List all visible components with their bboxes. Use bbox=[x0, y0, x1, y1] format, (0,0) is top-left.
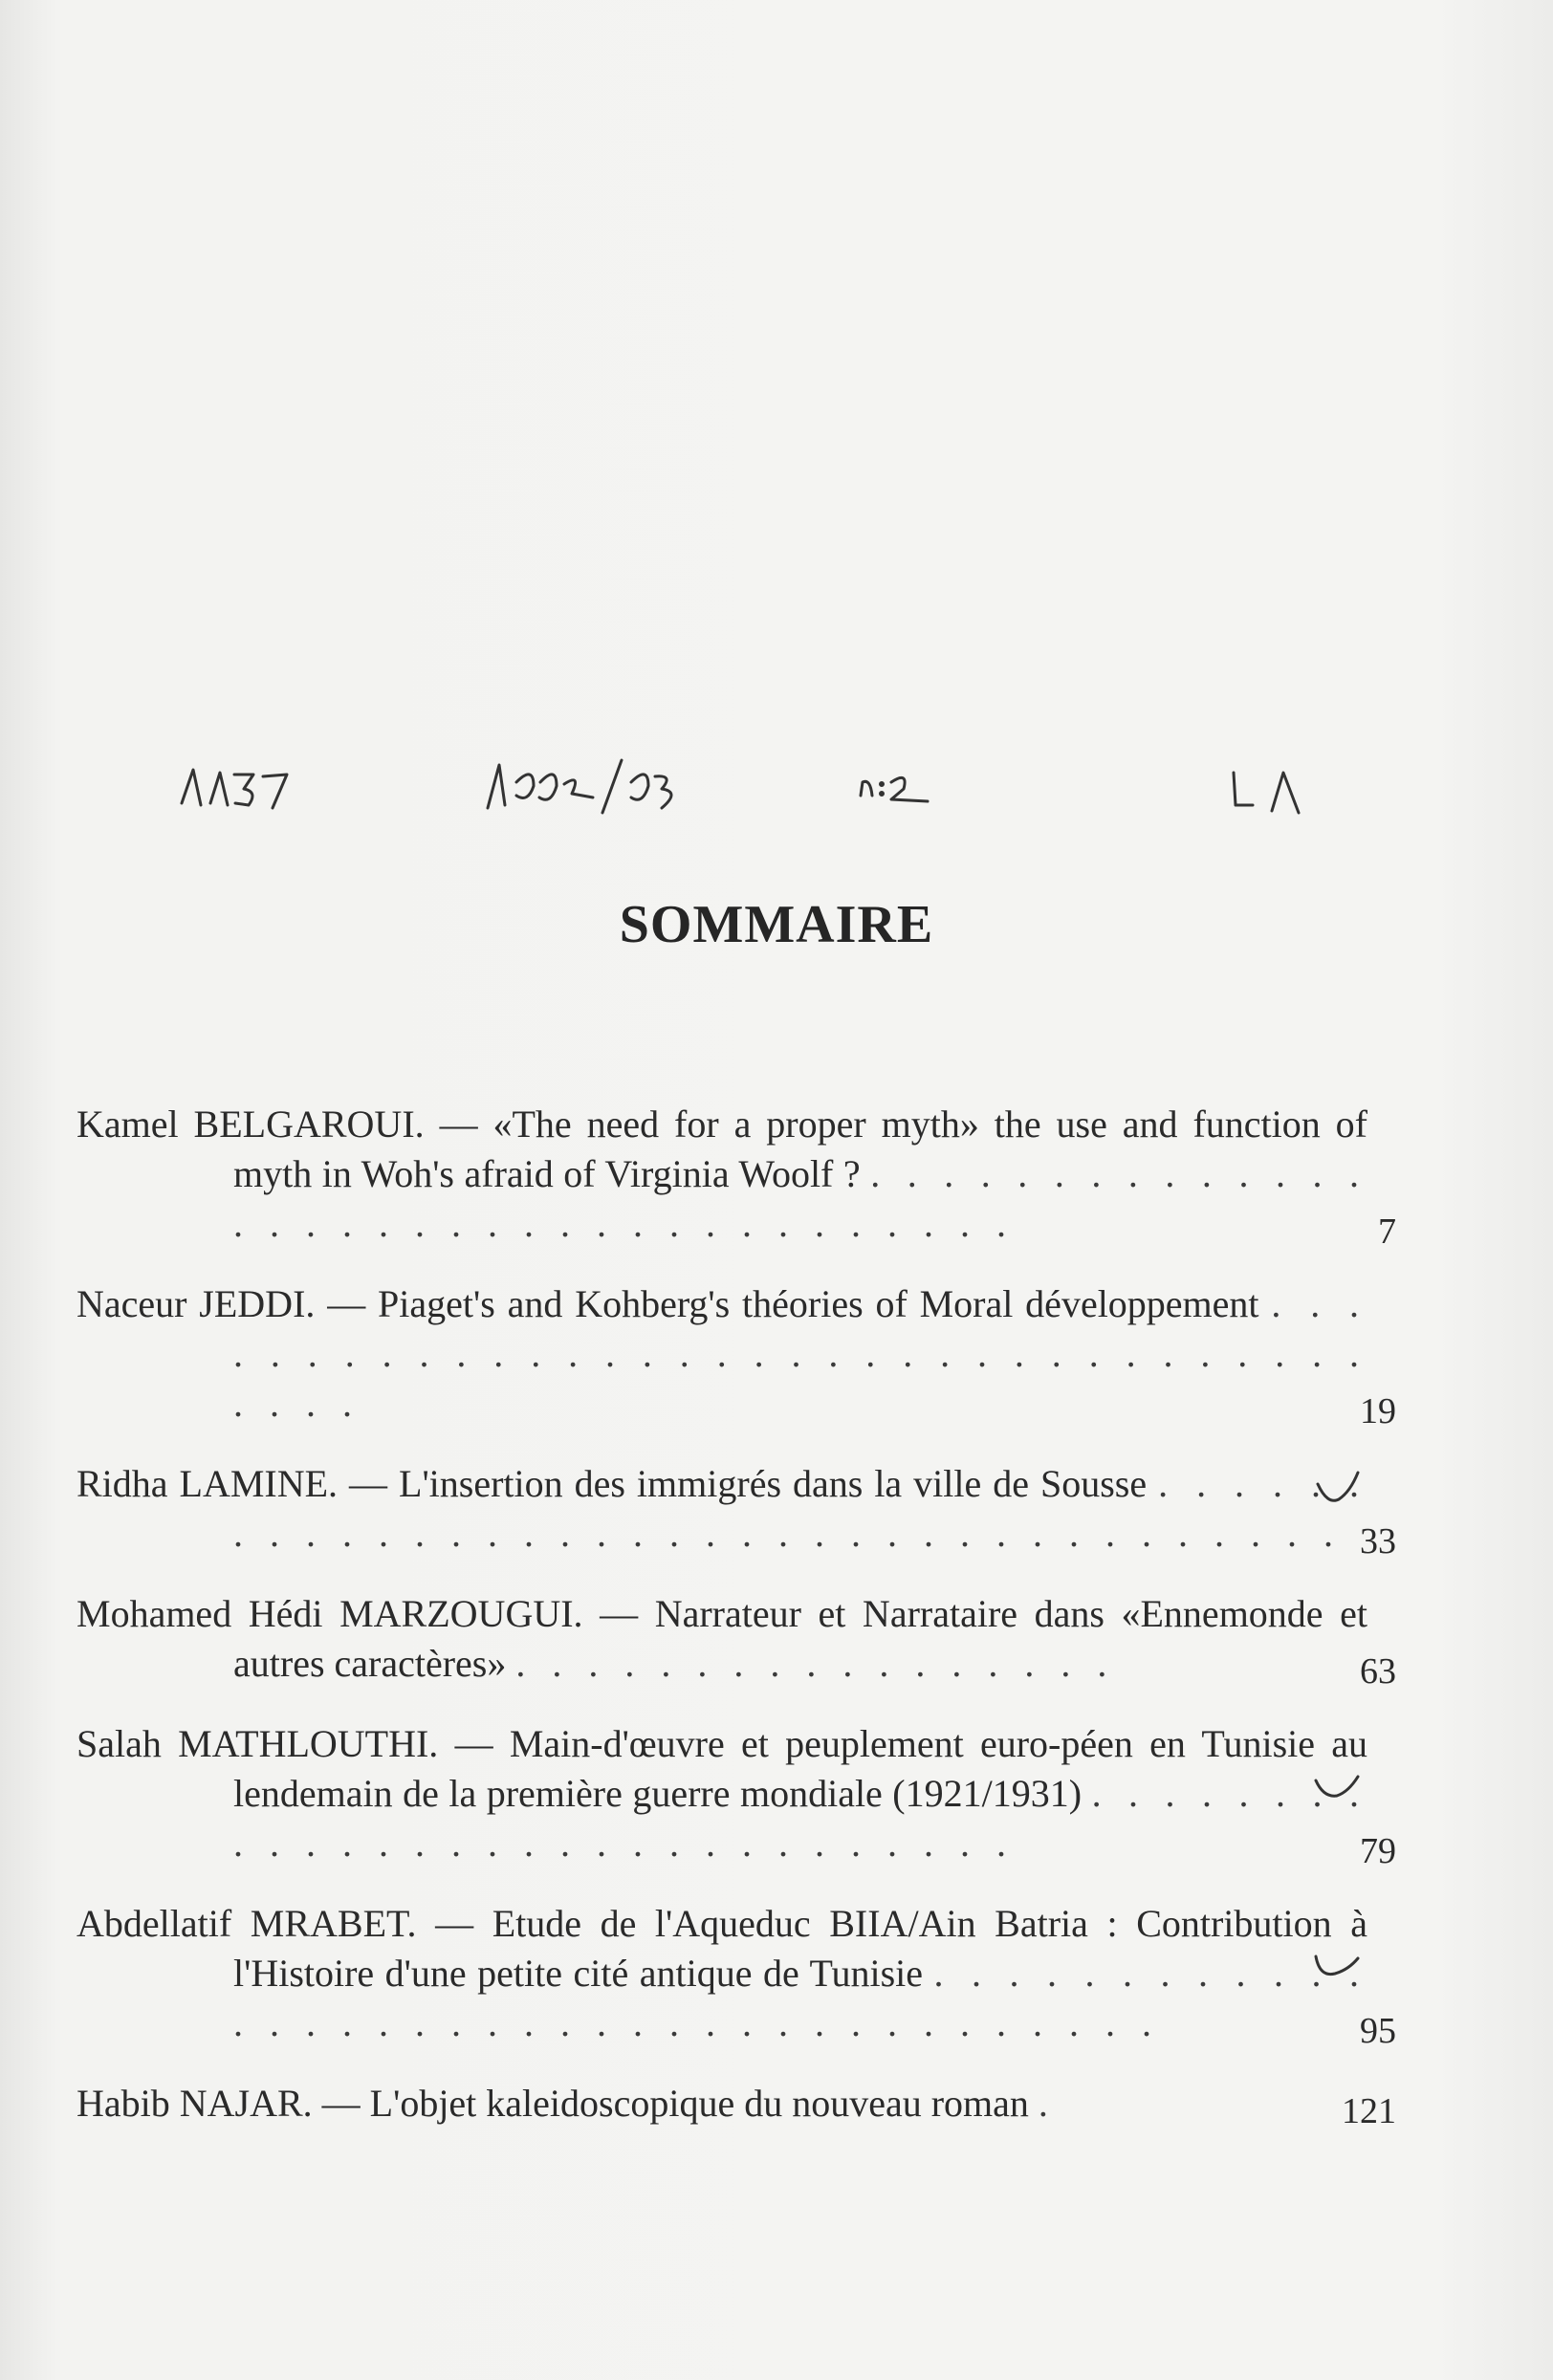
entry-author: Habib NAJAR. bbox=[77, 2082, 313, 2125]
entry-page-number: 63 bbox=[1360, 1651, 1396, 1692]
entry-title: — L'insertion des immigrés dans la ville de Sousse bbox=[349, 1462, 1148, 1505]
dot-leaders: . . . . . . . . . . . . . . . . . bbox=[515, 1642, 1116, 1685]
entry-title: — Etude de l'Aqueduc BIIA/Ain Batria : Contribution à l'Histoire d'une petite cité antique de Tunisie bbox=[233, 1902, 1368, 1995]
handwritten-check-icon bbox=[1310, 1769, 1367, 1817]
entry-page-number: 121 bbox=[1342, 2091, 1396, 2131]
entry-title: — «The need for a proper myth» the use and function of myth in Woh's afraid of Virginia Woolf ? bbox=[233, 1103, 1368, 1195]
entry-author: Kamel BELGAROUI. bbox=[77, 1103, 425, 1146]
table-of-contents bbox=[77, 1100, 1396, 2159]
toc-entry bbox=[77, 2079, 1396, 2129]
handwritten-check-icon bbox=[1310, 1467, 1367, 1515]
toc-entry bbox=[77, 1279, 1396, 1429]
entry-title: — Piaget's and Kohberg's théories of Moral développement bbox=[327, 1282, 1259, 1325]
dot-leaders: . . . . . . . . . . . . . . . . . . . . . . . . . . . . . . . . . . . . . . bbox=[233, 1282, 1368, 1425]
toc-entry bbox=[77, 1589, 1396, 1692]
entry-title: — L'objet kaleidoscopique du nouveau roman bbox=[321, 2082, 1029, 2125]
handwritten-annotation bbox=[172, 736, 1415, 851]
dot-leaders: . . . . . . . . . . . . . . . . . . . . . . . . . . . . . . . . . . . . . bbox=[233, 1462, 1368, 1555]
toc-entry bbox=[77, 1459, 1396, 1559]
toc-entry bbox=[77, 1719, 1396, 1871]
entry-author: Abdellatif MRABET. bbox=[77, 1902, 417, 1945]
entry-author: Naceur JEDDI. bbox=[77, 1282, 316, 1325]
entry-author: Salah MATHLOUTHI. bbox=[77, 1722, 439, 1765]
entry-page-number: 95 bbox=[1360, 2011, 1396, 2051]
entry-title: — Narrateur et Narrataire dans «Ennemonde et autres caractères» bbox=[233, 1592, 1367, 1685]
entry-page-number: 19 bbox=[1360, 1391, 1396, 1431]
entry-author: Mohamed Hédi MARZOUGUI. bbox=[77, 1592, 583, 1635]
entry-page-number: 33 bbox=[1360, 1521, 1396, 1561]
dot-leaders: . . . . . . . . . . . . . . . . . . . . . . . . . . . . . . . . . . . . . . bbox=[233, 1952, 1367, 2044]
entry-page-number: 79 bbox=[1360, 1831, 1396, 1871]
toc-entry bbox=[77, 1899, 1396, 2051]
page-title: SOMMAIRE bbox=[619, 895, 934, 954]
entry-title: — Main-d'œuvre et peuplement euro-péen en Tunisie au lendemain de la première guerre mondiale (1921/1931) bbox=[233, 1722, 1368, 1815]
dot-leaders: . bbox=[1038, 2082, 1057, 2125]
dot-leaders: . . . . . . . . . . . . . . . . . . . . . . . . . . . . . . . . . . . . bbox=[233, 1152, 1368, 1245]
entry-author: Ridha LAMINE. bbox=[77, 1462, 339, 1505]
entry-page-number: 7 bbox=[1378, 1212, 1396, 1252]
handwritten-check-icon bbox=[1310, 1949, 1367, 1997]
toc-entry bbox=[77, 1100, 1396, 1252]
dot-leaders: . . . . . . . . . . . . . . . . . . . . . . . . . . . . . . bbox=[233, 1772, 1368, 1865]
